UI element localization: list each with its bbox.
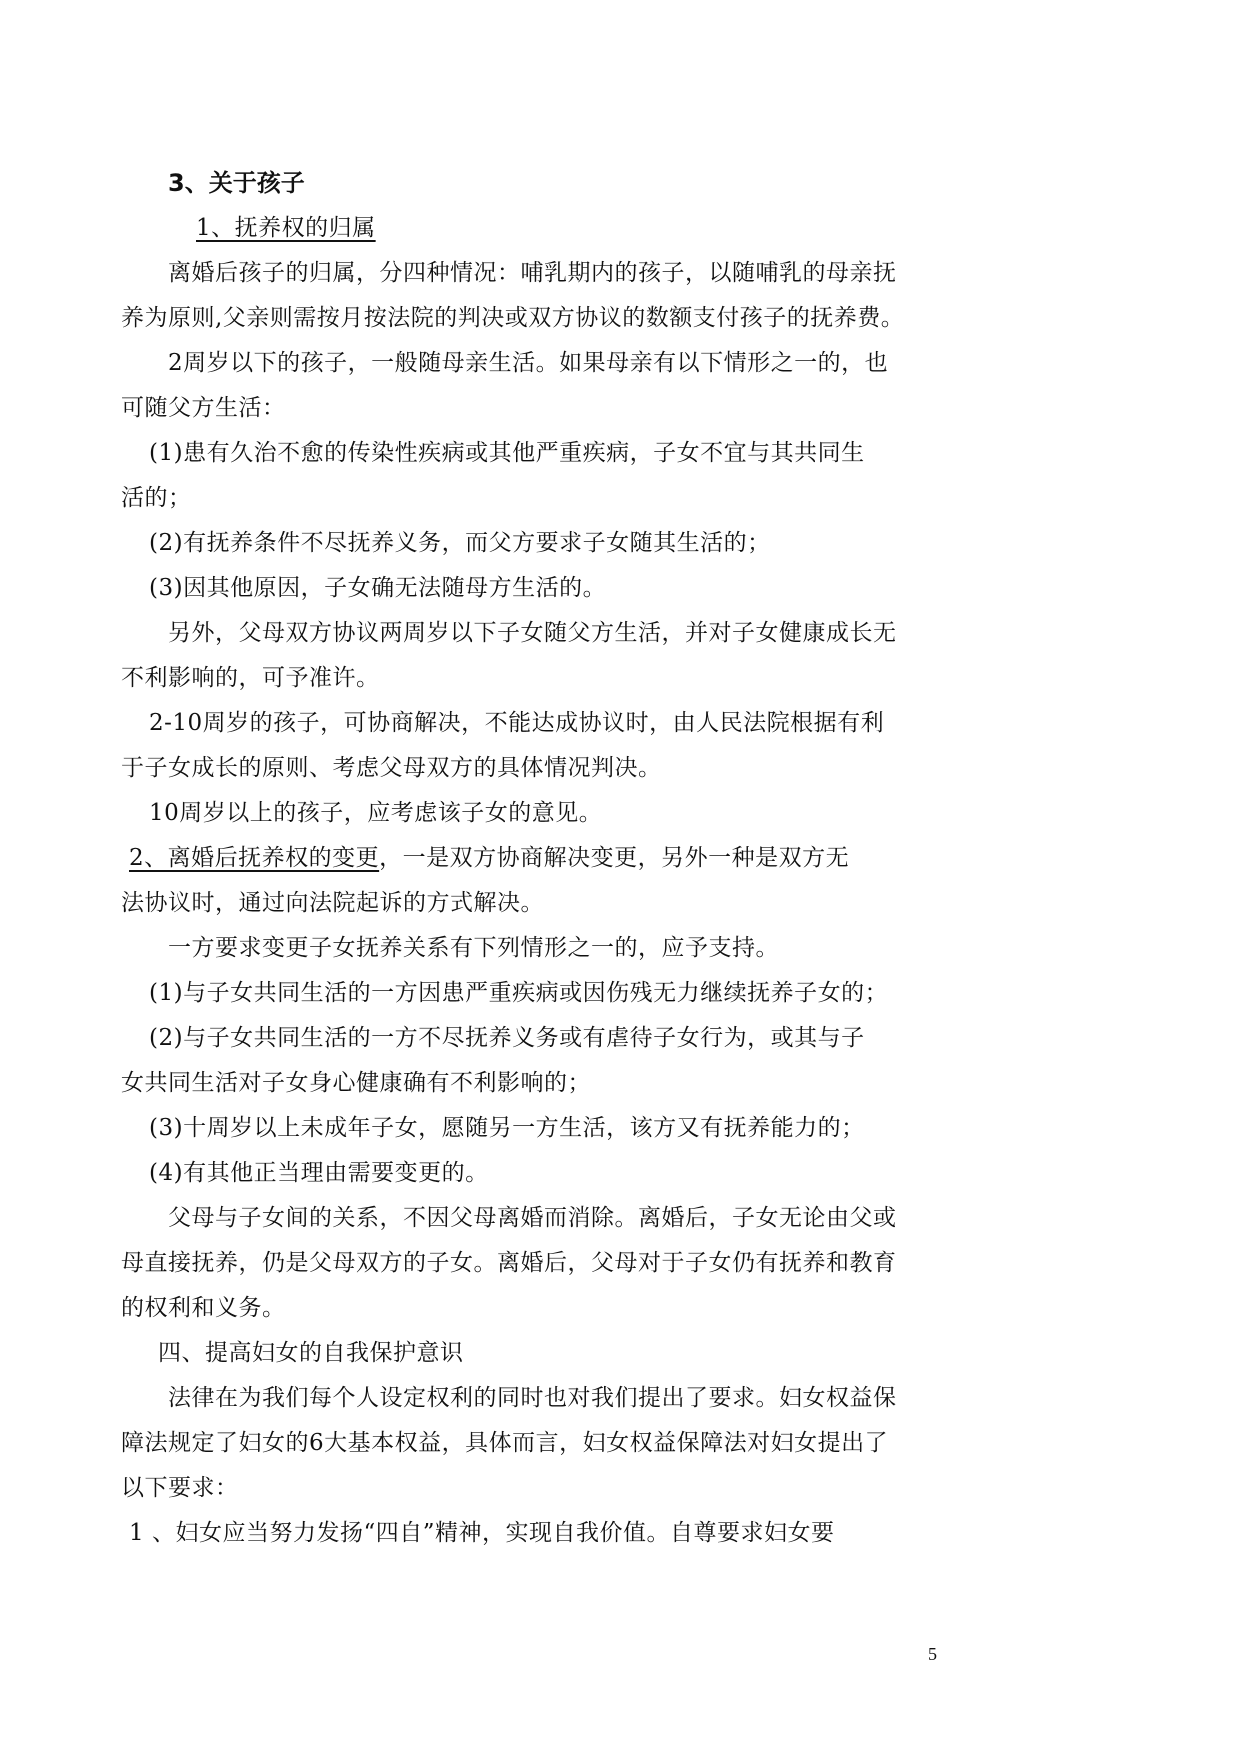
paragraph-line: 1 、妇女应当努力发扬“四自”精神，实现自我价值。自尊要求妇女要 [129, 1520, 835, 1546]
paragraph-line: 活的； [121, 485, 192, 511]
paragraph-line: 离婚后孩子的归属，分四种情况：哺乳期内的孩子，以随哺乳的母亲抚 [168, 260, 897, 286]
paragraph-line: 父母与子女间的关系，不因父母离婚而消除。离婚后，子女无论由父或 [168, 1205, 897, 1231]
paragraph-line: (1)患有久治不愈的传染性疾病或其他严重疾病，子女不宜与其共同生 [149, 440, 865, 466]
paragraph-line: 法律在为我们每个人设定权利的同时也对我们提出了要求。妇女权益保 [168, 1385, 897, 1411]
paragraph-line: 于子女成长的原则、考虑父母双方的具体情况判决。 [121, 755, 662, 781]
paragraph-line: 的权利和义务。 [121, 1295, 286, 1321]
paragraph-line: 母直接抚养，仍是父母双方的子女。离婚后，父母对于子女仍有抚养和教育 [121, 1250, 897, 1276]
paragraph-line: (3)因其他原因，子女确无法随母方生活的。 [149, 575, 607, 601]
section-four-heading: 四、提高妇女的自我保护意识 [158, 1340, 464, 1366]
subheading-change-rest: ，一是双方协商解决变更，另外一种是双方无 [379, 845, 850, 871]
paragraph-line: (4)有其他正当理由需要变更的。 [149, 1160, 489, 1186]
paragraph-line: 另外，父母双方协议两周岁以下子女随父方生活，并对子女健康成长无 [168, 620, 897, 646]
paragraph-line: 2周岁以下的孩子，一般随母亲生活。如果母亲有以下情形之一的，也 [168, 350, 889, 376]
paragraph-line: 以下要求： [121, 1475, 239, 1501]
paragraph-line: (2)与子女共同生活的一方不尽抚养义务或有虐待子女行为，或其与子 [149, 1025, 865, 1051]
paragraph-line: 10周岁以上的孩子，应考虑该子女的意见。 [149, 800, 603, 826]
document-body [121, 160, 941, 1556]
paragraph-line: 2-10周岁的孩子，可协商解决，不能达成协议时，由人民法院根据有利 [149, 710, 885, 736]
subheading-custody [121, 206, 941, 251]
section-heading: 3、关于孩子 [168, 169, 305, 197]
paragraph-line: 可随父方生活： [121, 395, 286, 421]
page-number: 5 [928, 1644, 937, 1664]
subheading-custody-text: 1、抚养权的归属 [196, 215, 376, 241]
paragraph-line: 女共同生活对子女身心健康确有不利影响的； [121, 1070, 591, 1096]
paragraph-line: 一方要求变更子女抚养关系有下列情形之一的，应予支持。 [168, 935, 779, 961]
paragraph-line: 障法规定了妇女的6大基本权益，具体而言，妇女权益保障法对妇女提出了 [121, 1430, 889, 1456]
paragraph-line: (2)有抚养条件不尽抚养义务，而父方要求子女随其生活的； [149, 530, 771, 556]
paragraph-line: (3)十周岁以上未成年子女，愿随另一方生活，该方又有抚养能力的； [149, 1115, 865, 1141]
paragraph-line: 法协议时，通过向法院起诉的方式解决。 [121, 890, 544, 916]
subheading-change-line [121, 836, 941, 881]
paragraph-line: 不利影响的，可予准许。 [121, 665, 380, 691]
paragraph-line: (1)与子女共同生活的一方因患严重疾病或因伤残无力继续抚养子女的； [149, 980, 889, 1006]
subheading-change: 2、离婚后抚养权的变更 [129, 845, 380, 871]
paragraph-line: 养为原则,父亲则需按月按法院的判决或双方协议的数额支付孩子的抚养费。 [121, 305, 905, 331]
